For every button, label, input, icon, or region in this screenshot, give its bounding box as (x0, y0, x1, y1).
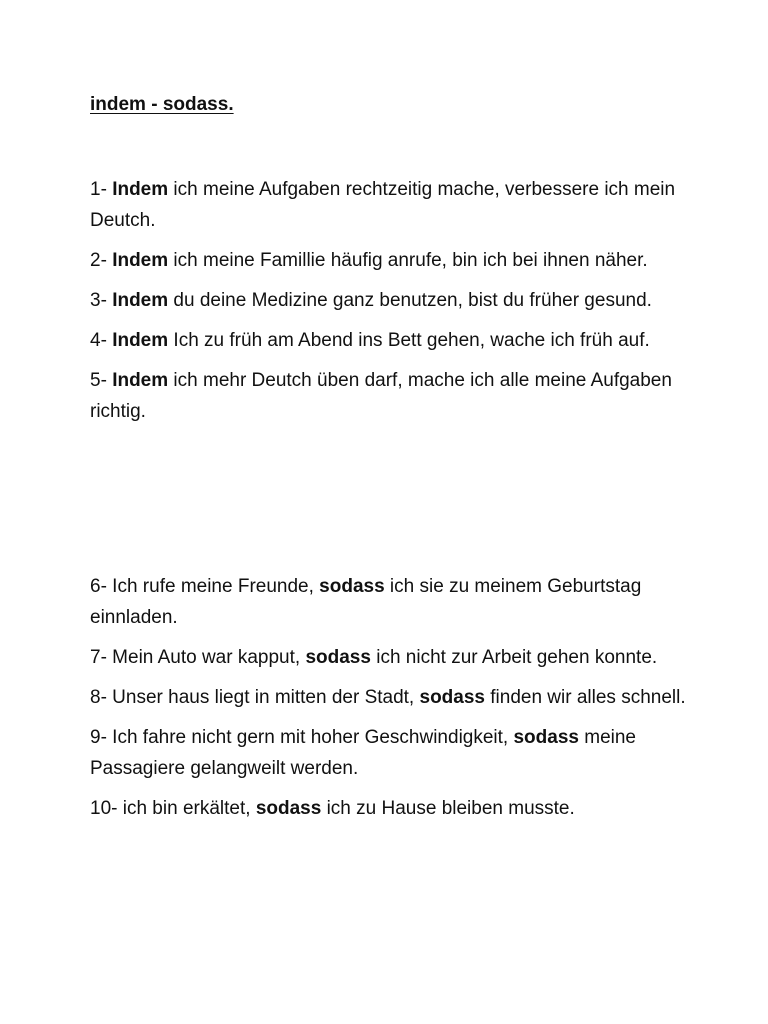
sentence-prefix: 2- (90, 250, 113, 271)
sentence-prefix: 9- Ich fahre nicht gern mit hoher Geschwindigkeit, (90, 727, 514, 748)
sentence-item (90, 682, 690, 713)
sentence-keyword: sodass (255, 798, 322, 819)
sentence-keyword: Indem (112, 250, 169, 271)
indem-sentence-list (90, 174, 690, 436)
sentence-text: ich zu Hause bleiben musste. (321, 798, 575, 819)
sentence-text: ich mehr Deutch üben darf, mache ich alle meine Aufgaben richtig. (90, 370, 672, 422)
sentence-item (90, 793, 690, 824)
sentence-keyword: Indem (112, 370, 169, 391)
sodass-sentence-list (90, 571, 690, 833)
sentence-keyword: Indem (112, 290, 169, 311)
sentence-prefix: 3- (90, 290, 113, 311)
sentence-text: ich nicht zur Arbeit gehen konnte. (370, 647, 658, 668)
document-title: indem - sodass. (90, 94, 234, 115)
sentence-text: ich meine Aufgaben rechtzeitig mache, verbessere ich mein Deutch. (90, 179, 676, 231)
sentence-prefix: 4- (90, 330, 113, 351)
sentence-text: ich sie zu meinem Geburtstag einnladen. (90, 576, 642, 628)
sentence-text: Ich zu früh am Abend ins Bett gehen, wache ich früh auf. (168, 330, 650, 351)
sentence-item (90, 642, 690, 673)
sentence-keyword: Indem (112, 179, 169, 200)
sentence-prefix: 8- Unser haus liegt in mitten der Stadt, (90, 687, 420, 708)
sentence-item (90, 571, 690, 633)
sentence-text: finden wir alles schnell. (484, 687, 686, 708)
sentence-keyword: sodass (319, 576, 385, 597)
sentence-text: meine Passagiere gelangweilt werden. (90, 727, 636, 779)
sentence-item (90, 365, 690, 427)
sentence-text: du deine Medizine ganz benutzen, bist du früher gesund. (168, 290, 652, 311)
sentence-text: ich meine Famillie häufig anrufe, bin ich bei ihnen näher. (168, 250, 648, 271)
sentence-item (90, 285, 690, 316)
sentence-keyword: sodass (305, 647, 371, 668)
sentence-prefix: 6- Ich rufe meine Freunde, (90, 576, 320, 597)
sentence-prefix: 10- ich bin erkältet, (90, 798, 256, 819)
sentence-item (90, 174, 690, 236)
sentence-keyword: sodass (419, 687, 485, 708)
sentence-prefix: 7- Mein Auto war kapput, (90, 647, 306, 668)
sentence-prefix: 1- (90, 179, 113, 200)
sentence-item (90, 245, 690, 276)
sentence-item (90, 325, 690, 356)
sentence-keyword: sodass (513, 727, 579, 748)
sentence-keyword: Indem (112, 330, 169, 351)
sentence-prefix: 5- (90, 370, 113, 391)
sentence-item (90, 722, 690, 784)
